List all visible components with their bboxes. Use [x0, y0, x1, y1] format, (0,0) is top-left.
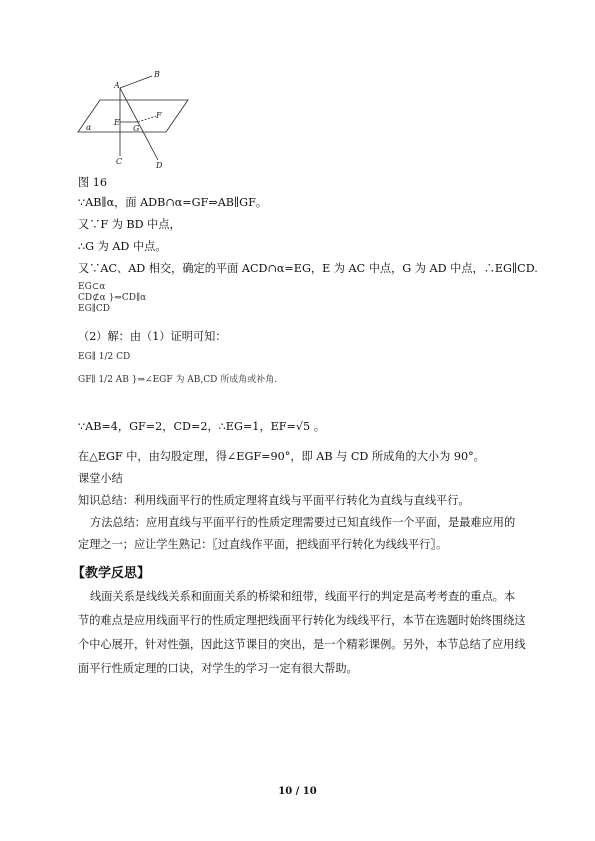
part2-intro: （2）解：由（1）证明可知： — [78, 330, 227, 343]
reflection-line-2: 节的难点是应用线面平行的性质定理把线面平行转化为线线平行，本节在选题时始终围绕这 — [78, 614, 526, 627]
math-image-1-line-1: EG⊂α — [78, 282, 106, 292]
label-B: B — [154, 70, 160, 79]
method-summary-1: 方法总结：应用直线与平面平行的性质定理需要过已知直线作一个平面，是最难应用的 — [90, 516, 516, 529]
label-G: G — [133, 124, 140, 133]
reflection-line-4: 面平行性质定理的口诀，对学生的学习一定有很大帮助。 — [78, 662, 358, 675]
method-summary-2: 定理之一；应让学生熟记：〖过直线作平面，把线面平行转化为线线平行〗。 — [78, 538, 448, 551]
geometry-figure — [70, 68, 190, 174]
proof-line-1: ∵AB∥α，面 ADB∩α=GF⇒AB∥GF。 — [78, 196, 268, 209]
proof-line-3: ∴G 为 AD 中点。 — [78, 240, 167, 253]
math-image-1-line-2: CD⊄α }⇒CD∥α — [78, 293, 147, 303]
proof-line-2: 又∵F 为 BD 中点， — [78, 218, 181, 231]
calc-line: ∵AB=4，GF=2，CD=2，∴EG=1，EF=√5 。 — [78, 420, 325, 433]
math-image-2-line-2: GF∥ 1/2 AB }⇒∠EGF 为 AB,CD 所成角或补角. — [78, 375, 278, 385]
proof-line-4: 又∵AC、AD 相交，确定的平面 ACD∩α=EG，E 为 AC 中点，G 为 AD 中点，∴EG∥CD. — [78, 262, 538, 275]
label-C: C — [116, 157, 123, 166]
reflection-line-3: 个中心展开，针对性强，因此这节课目的突出，是一个精彩课例。另外，本节总结了应用线 — [78, 638, 526, 651]
knowledge-summary: 知识总结：利用线面平行的性质定理将直线与平面平行转化为直线与直线平行。 — [78, 494, 470, 507]
reflection-line-1: 线面关系是线线关系和面面关系的桥梁和纽带，线面平行的判定是高考考查的重点。本 — [90, 590, 516, 603]
math-image-2-line-1: EG∥ 1/2 CD — [78, 352, 131, 362]
label-E: E — [114, 118, 120, 127]
label-alpha: α — [86, 123, 92, 132]
page-number: 10 / 10 — [278, 786, 317, 797]
figure-caption: 图 16 — [78, 176, 107, 189]
label-D: D — [156, 161, 163, 170]
label-A: A — [114, 81, 120, 90]
math-image-1-line-3: EG∥CD — [78, 304, 111, 314]
reflection-heading: 【教学反思】 — [72, 566, 151, 581]
label-F: F — [156, 111, 162, 120]
conclusion-line: 在△EGF 中，由勾股定理，得∠EGF=90°，即 AB 与 CD 所成角的大小为 90°。 — [78, 450, 485, 463]
class-summary-title: 课堂小结 — [78, 472, 123, 485]
